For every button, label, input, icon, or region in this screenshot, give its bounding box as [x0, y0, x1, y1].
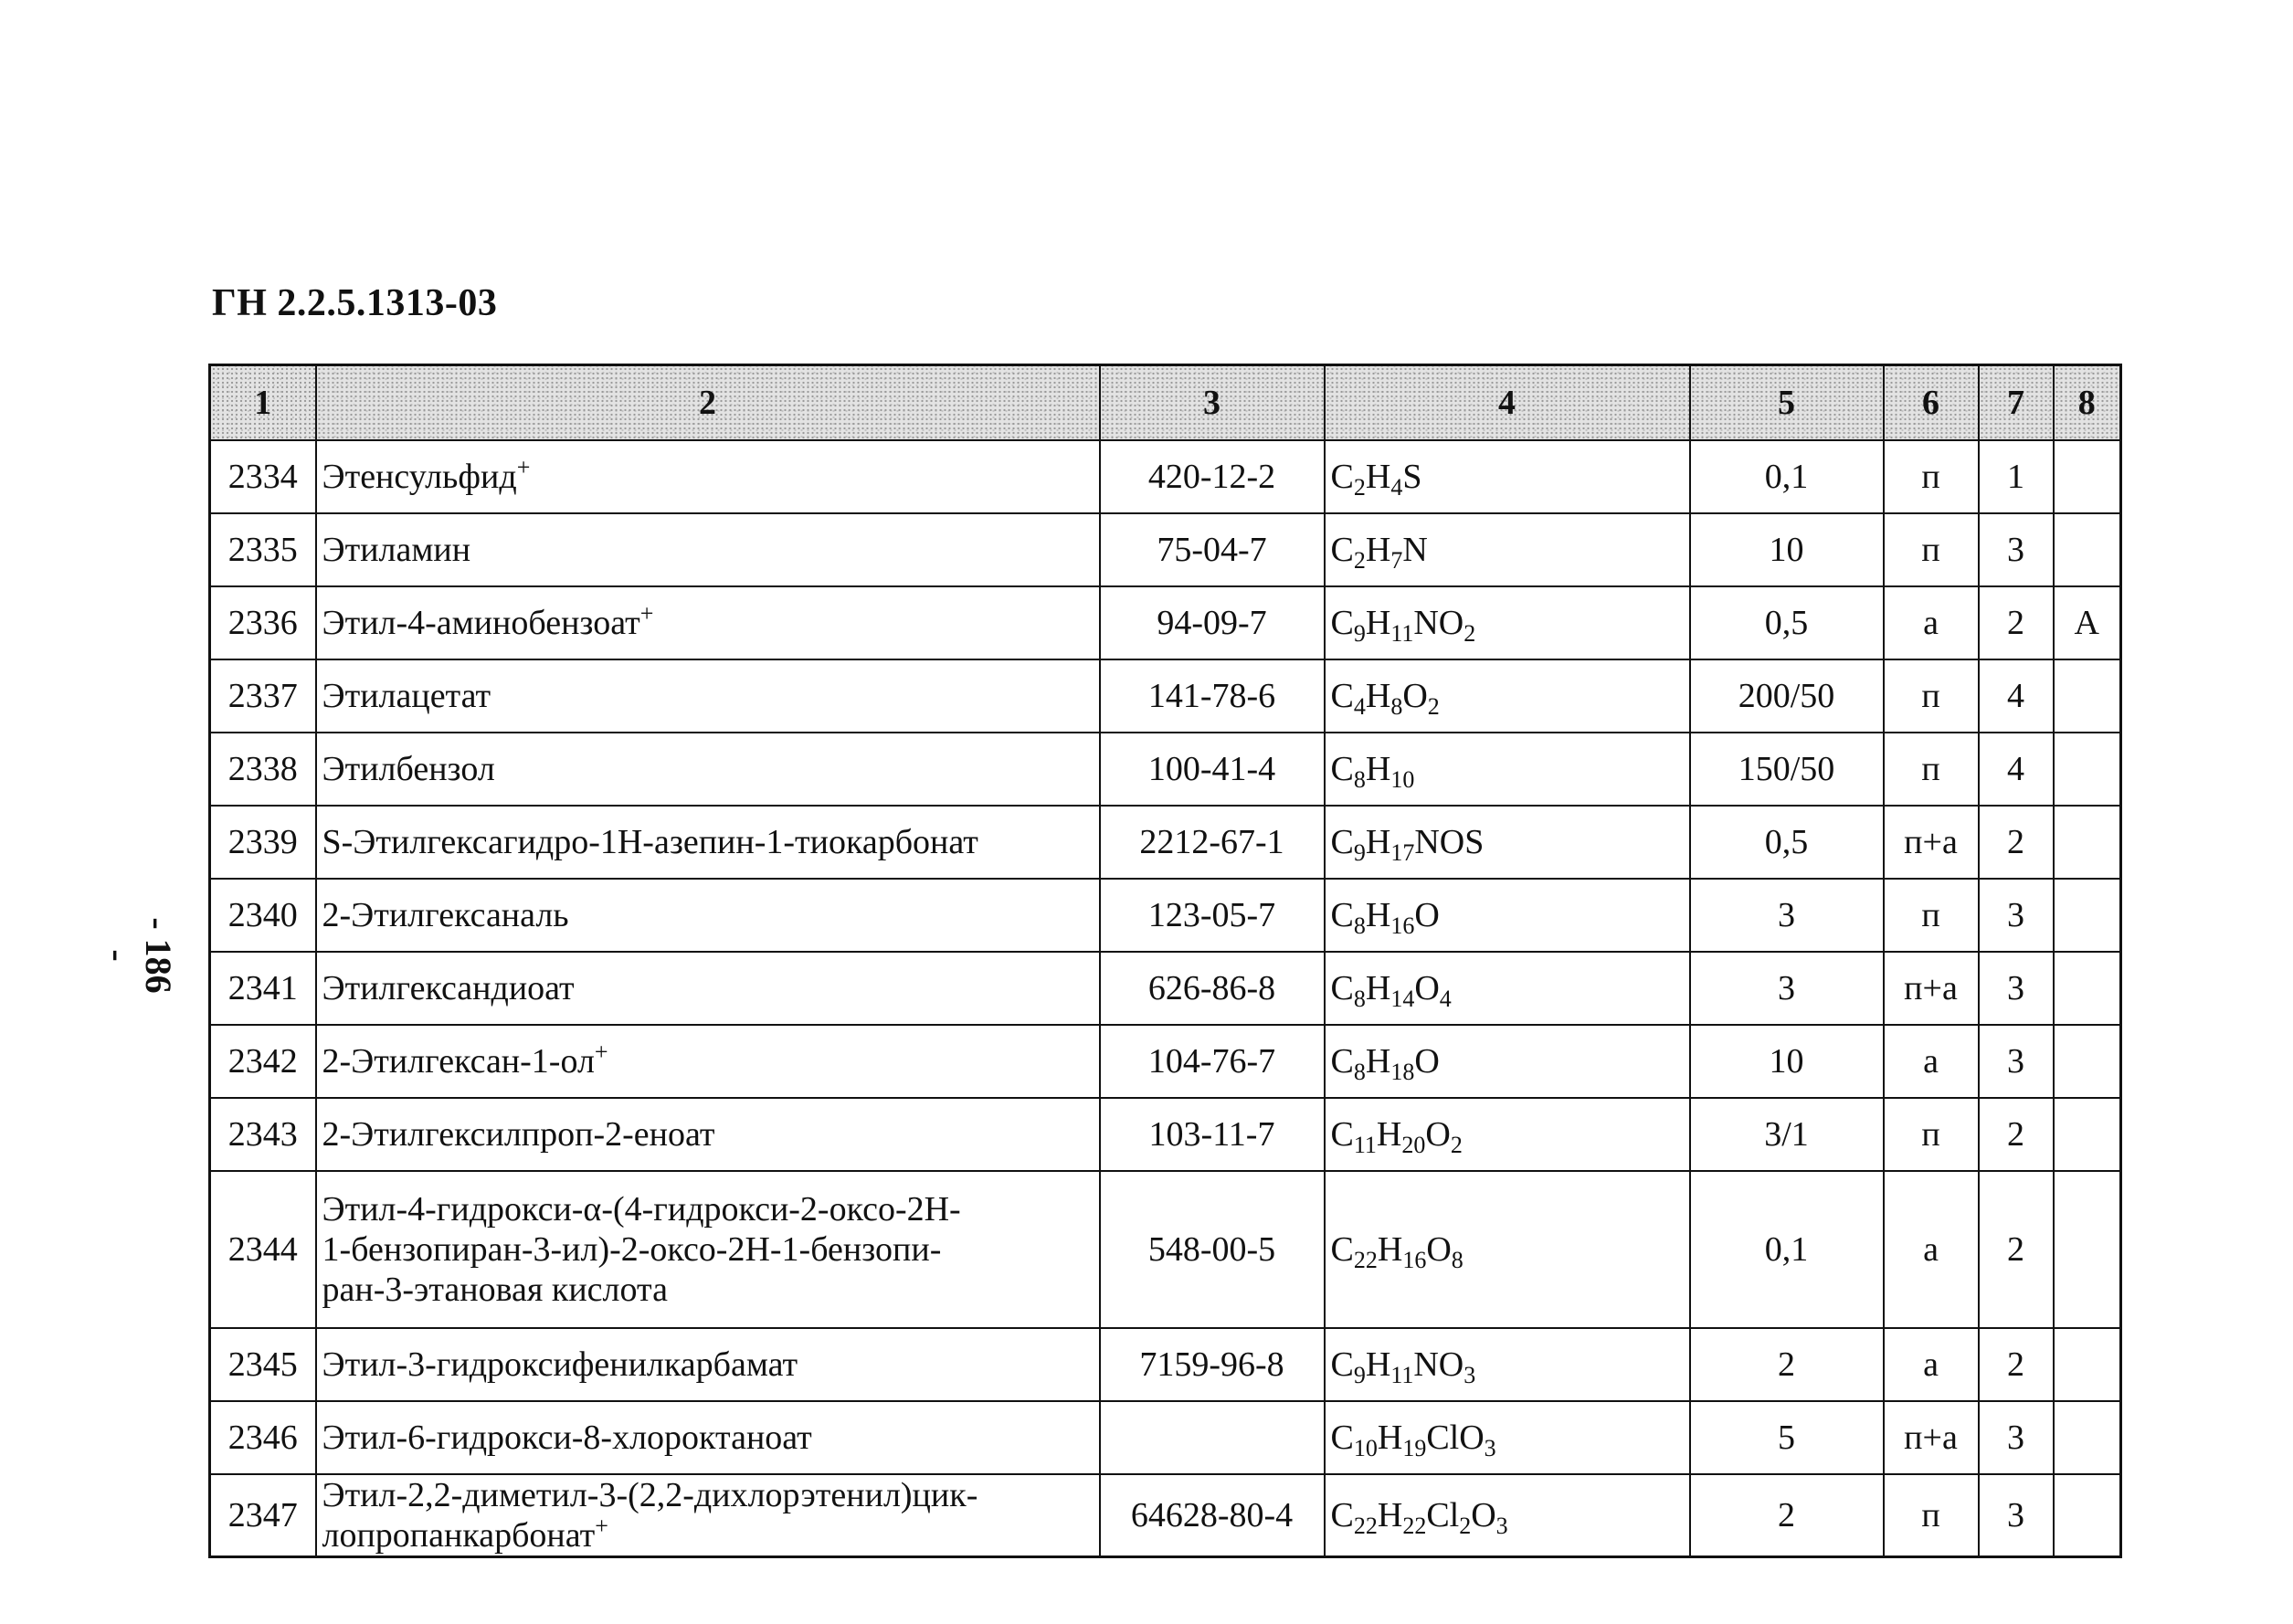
note-cell — [2054, 1171, 2121, 1328]
table-row — [210, 952, 2121, 1025]
mac-value-cell: 0,1 — [1690, 440, 1884, 513]
mac-value-cell: 200/50 — [1690, 659, 1884, 733]
formula-element: H — [1365, 604, 1391, 642]
substance-name-cell — [316, 879, 1100, 952]
formula-element: NO — [1413, 1345, 1464, 1384]
formula-element: C — [1330, 1115, 1354, 1154]
substance-name: Этенсульфид — [322, 458, 517, 496]
formula-cell — [1325, 1171, 1690, 1328]
column-header: 6 — [1884, 365, 1979, 441]
table-row — [210, 1025, 2121, 1098]
formula-element: H — [1377, 1230, 1403, 1269]
substance-name-line: 1-бензопиран-3-ил)-2-оксо-2Н-1-бензопи- — [322, 1230, 942, 1269]
note-cell — [2054, 1025, 2121, 1098]
column-header: 1 — [210, 365, 316, 441]
document-code: ГН 2.2.5.1313-03 — [212, 282, 498, 324]
mac-value-cell: 3/1 — [1690, 1098, 1884, 1171]
substance-name: 2-Этилгексилпроп-2-еноат — [322, 1115, 715, 1154]
hazard-class-cell: 3 — [1979, 1401, 2054, 1474]
cas-number-cell: 626-86-8 — [1100, 952, 1325, 1025]
table-row — [210, 1098, 2121, 1171]
formula-cell — [1325, 806, 1690, 879]
formula-subscript: 2 — [1450, 1132, 1463, 1158]
formula-element: C — [1330, 677, 1354, 715]
cas-number-cell: 104-76-7 — [1100, 1025, 1325, 1098]
table-row — [210, 733, 2121, 806]
substance-name-cell — [316, 1328, 1100, 1401]
formula-subscript: 9 — [1353, 839, 1366, 866]
formula-cell — [1325, 733, 1690, 806]
substance-number-cell: 2343 — [210, 1098, 316, 1171]
substance-number-cell: 2347 — [210, 1474, 316, 1557]
formula-subscript: 11 — [1390, 1362, 1414, 1388]
table-row — [210, 513, 2121, 586]
substance-number-cell: 2334 — [210, 440, 316, 513]
plus-mark: + — [595, 1513, 608, 1539]
mac-value-cell: 0,5 — [1690, 806, 1884, 879]
formula-element: C — [1330, 1042, 1354, 1081]
formula-element: H — [1365, 531, 1391, 569]
aggregate-state-cell: а — [1884, 1328, 1979, 1401]
hazard-class-cell: 1 — [1979, 440, 2054, 513]
cas-number-cell: 7159-96-8 — [1100, 1328, 1325, 1401]
substance-name-line: Этил-4-гидрокси-α-(4-гидрокси-2-оксо-2Н- — [322, 1190, 961, 1229]
aggregate-state-cell: п — [1884, 733, 1979, 806]
formula-element: NO — [1413, 604, 1464, 642]
formula-element: H — [1365, 458, 1391, 496]
formula-subscript: 10 — [1390, 766, 1415, 793]
cas-number-cell: 548-00-5 — [1100, 1171, 1325, 1328]
cas-number-cell: 420-12-2 — [1100, 440, 1325, 513]
mac-value-cell: 2 — [1690, 1328, 1884, 1401]
formula-element: O — [1414, 969, 1440, 1007]
note-cell — [2054, 1401, 2121, 1474]
plus-mark: + — [516, 454, 531, 480]
formula-element: O — [1471, 1496, 1496, 1534]
formula-element: Cl — [1426, 1496, 1460, 1534]
substance-name-cell — [316, 952, 1100, 1025]
header-row — [210, 365, 2121, 441]
column-header: 8 — [2054, 365, 2121, 441]
formula-subscript: 20 — [1401, 1132, 1426, 1158]
table-row — [210, 440, 2121, 513]
column-header: 4 — [1325, 365, 1690, 441]
formula-subscript: 11 — [1390, 620, 1414, 647]
formula-cell — [1325, 1474, 1690, 1557]
mac-value-cell: 0,1 — [1690, 1171, 1884, 1328]
mac-value-cell: 0,5 — [1690, 586, 1884, 659]
formula-subscript: 11 — [1353, 1132, 1377, 1158]
formula-subscript: 22 — [1353, 1247, 1378, 1273]
substance-name-cell — [316, 513, 1100, 586]
formula-subscript: 18 — [1390, 1059, 1415, 1085]
note-cell — [2054, 513, 2121, 586]
table-row — [210, 659, 2121, 733]
formula-subscript: 8 — [1353, 766, 1366, 793]
substance-name-cell — [316, 659, 1100, 733]
aggregate-state-cell: п — [1884, 513, 1979, 586]
formula-cell — [1325, 1401, 1690, 1474]
substance-number-cell: 2345 — [210, 1328, 316, 1401]
cas-number-cell: 94-09-7 — [1100, 586, 1325, 659]
hazard-class-cell: 4 — [1979, 659, 2054, 733]
hazard-class-cell: 3 — [1979, 1025, 2054, 1098]
formula-element: O — [1426, 1230, 1452, 1269]
aggregate-state-cell: п — [1884, 659, 1979, 733]
cas-number-cell: 100-41-4 — [1100, 733, 1325, 806]
formula-subscript: 9 — [1353, 1362, 1366, 1388]
substance-number-cell: 2339 — [210, 806, 316, 879]
substance-number-cell: 2340 — [210, 879, 316, 952]
hazard-class-cell: 2 — [1979, 1098, 2054, 1171]
formula-subscript: 2 — [1427, 693, 1440, 720]
substance-number-cell: 2338 — [210, 733, 316, 806]
substance-name-cell — [316, 1474, 1100, 1557]
formula-subscript: 8 — [1451, 1247, 1464, 1273]
formula-element: O — [1414, 896, 1440, 934]
note-cell — [2054, 1328, 2121, 1401]
note-cell — [2054, 659, 2121, 733]
formula-cell — [1325, 440, 1690, 513]
formula-element: C — [1330, 458, 1354, 496]
formula-element: H — [1365, 969, 1391, 1007]
substance-name: Этилбензол — [322, 750, 495, 788]
column-header: 7 — [1979, 365, 2054, 441]
substance-name: Этил-4-аминобензоат — [322, 604, 640, 642]
formula-element: H — [1365, 823, 1391, 861]
formula-element: S — [1402, 458, 1422, 496]
formula-subscript: 4 — [1439, 986, 1452, 1012]
hazard-class-cell: 3 — [1979, 1474, 2054, 1557]
substance-name-cell — [316, 440, 1100, 513]
formula-element: NOS — [1414, 823, 1485, 861]
formula-element: H — [1365, 896, 1391, 934]
substance-number-cell: 2337 — [210, 659, 316, 733]
formula-subscript: 4 — [1390, 474, 1403, 501]
formula-element: H — [1376, 1115, 1402, 1154]
table-row — [210, 1401, 2121, 1474]
formula-element: H — [1377, 1496, 1403, 1534]
note-cell — [2054, 952, 2121, 1025]
formula-element: ClO — [1426, 1418, 1485, 1457]
substance-name-cell — [316, 1171, 1100, 1328]
formula-element: H — [1365, 677, 1391, 715]
substance-number-cell: 2346 — [210, 1401, 316, 1474]
mac-value-cell: 150/50 — [1690, 733, 1884, 806]
formula-element: H — [1365, 1042, 1391, 1081]
hazard-class-cell: 3 — [1979, 513, 2054, 586]
mac-value-cell: 3 — [1690, 879, 1884, 952]
cas-number-cell: 141-78-6 — [1100, 659, 1325, 733]
substance-name-cell — [316, 1098, 1100, 1171]
formula-subscript: 10 — [1353, 1435, 1378, 1461]
table-row — [210, 1328, 2121, 1401]
aggregate-state-cell: п — [1884, 440, 1979, 513]
formula-element: C — [1330, 1418, 1354, 1457]
formula-element: C — [1330, 969, 1354, 1007]
substance-number-cell: 2344 — [210, 1171, 316, 1328]
formula-element: N — [1402, 531, 1428, 569]
cas-number-cell: 123-05-7 — [1100, 879, 1325, 952]
formula-subscript: 3 — [1464, 1362, 1476, 1388]
mac-value-cell: 2 — [1690, 1474, 1884, 1557]
formula-element: H — [1365, 1345, 1391, 1384]
table-row — [210, 1171, 2121, 1328]
formula-subscript: 22 — [1402, 1513, 1427, 1539]
substance-name-cell — [316, 1401, 1100, 1474]
cas-number-cell: 2212-67-1 — [1100, 806, 1325, 879]
formula-subscript: 2 — [1353, 474, 1366, 501]
aggregate-state-cell: п — [1884, 879, 1979, 952]
mac-value-cell: 5 — [1690, 1401, 1884, 1474]
formula-cell — [1325, 1328, 1690, 1401]
aggregate-state-cell: п+а — [1884, 1401, 1979, 1474]
substance-name: Этиламин — [322, 531, 471, 569]
substance-name: 2-Этилгексаналь — [322, 896, 569, 934]
substance-name: S-Этилгексагидро-1Н-азепин-1-тиокарбонат — [322, 823, 978, 861]
note-cell: А — [2054, 586, 2121, 659]
aggregate-state-cell: п — [1884, 1474, 1979, 1557]
note-cell — [2054, 733, 2121, 806]
hazard-class-cell: 2 — [1979, 586, 2054, 659]
substance-name: Этил-6-гидрокси-8-хлороктаноат — [322, 1418, 812, 1457]
substance-number-cell: 2336 — [210, 586, 316, 659]
column-header: 5 — [1690, 365, 1884, 441]
substance-number-cell: 2342 — [210, 1025, 316, 1098]
mac-value-cell: 10 — [1690, 513, 1884, 586]
hazard-class-cell: 4 — [1979, 733, 2054, 806]
aggregate-state-cell: п+а — [1884, 806, 1979, 879]
table-row — [210, 1474, 2121, 1557]
aggregate-state-cell: а — [1884, 1025, 1979, 1098]
formula-subscript: 7 — [1390, 547, 1403, 574]
formula-element: C — [1330, 896, 1354, 934]
aggregate-state-cell: а — [1884, 586, 1979, 659]
formula-subscript: 17 — [1390, 839, 1415, 866]
substances-table — [208, 364, 2122, 1558]
formula-cell — [1325, 1025, 1690, 1098]
formula-element: C — [1330, 1496, 1354, 1534]
formula-element: C — [1330, 823, 1354, 861]
formula-subscript: 8 — [1353, 986, 1366, 1012]
formula-subscript: 8 — [1353, 1059, 1366, 1085]
formula-subscript: 3 — [1495, 1513, 1508, 1539]
hazard-class-cell: 2 — [1979, 1171, 2054, 1328]
plus-mark: + — [639, 600, 654, 627]
formula-cell — [1325, 513, 1690, 586]
formula-subscript: 2 — [1459, 1513, 1472, 1539]
aggregate-state-cell: п+а — [1884, 952, 1979, 1025]
formula-cell — [1325, 659, 1690, 733]
formula-subscript: 16 — [1402, 1247, 1427, 1273]
formula-element: O — [1414, 1042, 1440, 1081]
formula-subscript: 22 — [1353, 1513, 1378, 1539]
note-cell — [2054, 1098, 2121, 1171]
formula-subscript: 3 — [1484, 1435, 1496, 1461]
substance-name-line: Этил-2,2-диметил-3-(2,2-дихлорэтенил)цик- — [322, 1476, 978, 1514]
hazard-class-cell: 2 — [1979, 1328, 2054, 1401]
formula-element: C — [1330, 604, 1354, 642]
formula-element: H — [1377, 1418, 1403, 1457]
column-header: 3 — [1100, 365, 1325, 441]
formula-element: C — [1330, 1230, 1354, 1269]
table-row — [210, 806, 2121, 879]
hazard-class-cell: 2 — [1979, 806, 2054, 879]
formula-subscript: 2 — [1464, 620, 1476, 647]
formula-cell — [1325, 952, 1690, 1025]
substance-name-line: лопропанкарбонат — [322, 1516, 596, 1555]
table-row — [210, 879, 2121, 952]
cas-number-cell — [1100, 1401, 1325, 1474]
cas-number-cell: 75-04-7 — [1100, 513, 1325, 586]
page-number: - 186 - — [98, 917, 179, 994]
formula-cell — [1325, 879, 1690, 952]
substance-name: Этил-3-гидроксифенилкарбамат — [322, 1345, 798, 1384]
formula-element: O — [1425, 1115, 1451, 1154]
cas-number-cell: 64628-80-4 — [1100, 1474, 1325, 1557]
substance-name-cell — [316, 733, 1100, 806]
plus-mark: + — [594, 1039, 608, 1065]
formula-subscript: 9 — [1353, 620, 1366, 647]
substance-number-cell: 2335 — [210, 513, 316, 586]
substance-name-cell — [316, 586, 1100, 659]
formula-subscript: 8 — [1390, 693, 1403, 720]
formula-element: C — [1330, 531, 1354, 569]
column-header: 2 — [316, 365, 1100, 441]
formula-element: H — [1365, 750, 1391, 788]
formula-subscript: 19 — [1402, 1435, 1427, 1461]
mac-value-cell: 10 — [1690, 1025, 1884, 1098]
substance-name: 2-Этилгексан-1-ол — [322, 1042, 595, 1081]
formula-subscript: 4 — [1353, 693, 1366, 720]
substance-name: Этилгександиоат — [322, 969, 575, 1007]
note-cell — [2054, 806, 2121, 879]
substance-name: Этилацетат — [322, 677, 491, 715]
formula-element: C — [1330, 1345, 1354, 1384]
aggregate-state-cell: п — [1884, 1098, 1979, 1171]
hazard-class-cell: 3 — [1979, 952, 2054, 1025]
table-row — [210, 586, 2121, 659]
formula-cell — [1325, 1098, 1690, 1171]
substance-name-cell — [316, 806, 1100, 879]
formula-subscript: 8 — [1353, 912, 1366, 939]
note-cell — [2054, 440, 2121, 513]
note-cell — [2054, 879, 2121, 952]
formula-subscript: 14 — [1390, 986, 1415, 1012]
formula-cell — [1325, 586, 1690, 659]
formula-subscript: 16 — [1390, 912, 1415, 939]
substance-name-line: ран-3-этановая кислота — [322, 1271, 668, 1309]
aggregate-state-cell: а — [1884, 1171, 1979, 1328]
mac-value-cell: 3 — [1690, 952, 1884, 1025]
substance-name-cell — [316, 1025, 1100, 1098]
substance-number-cell: 2341 — [210, 952, 316, 1025]
hazard-class-cell: 3 — [1979, 879, 2054, 952]
cas-number-cell: 103-11-7 — [1100, 1098, 1325, 1171]
formula-element: C — [1330, 750, 1354, 788]
formula-subscript: 2 — [1353, 547, 1366, 574]
formula-element: O — [1402, 677, 1428, 715]
note-cell — [2054, 1474, 2121, 1557]
